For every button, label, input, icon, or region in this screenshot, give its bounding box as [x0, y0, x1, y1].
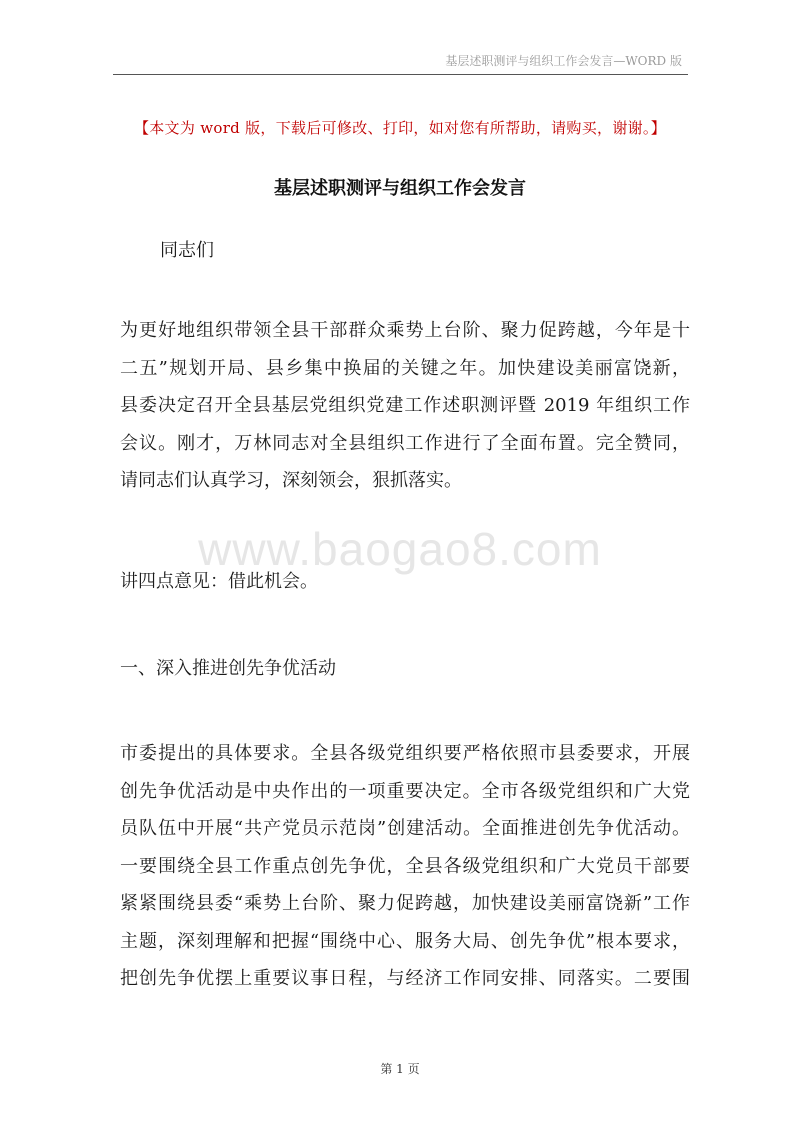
document-title: 基层述职测评与组织工作会发言 [274, 178, 526, 199]
purchase-notice: 【本文为 word 版，下载后可修改、打印，如对您有所帮助，请购买，谢谢。】 [133, 119, 667, 137]
text-line: 紧紧围绕县委“乘势上台阶、聚力促跨越，加快建设美丽富饶新”工作 [120, 893, 690, 914]
running-header: 基层述职测评与组织工作会发言—WORD 版 [445, 54, 682, 68]
text-line: 一要围绕全县工作重点创先争优，全县各级党组织和广大党员干部要 [120, 855, 690, 877]
salutation: 同志们 [160, 240, 214, 261]
text-line: 市委提出的具体要求。全县各级党组织要严格依照市县委要求，开展 [120, 743, 690, 764]
paragraph-opinions [120, 563, 690, 601]
paragraph-section-1-body [120, 735, 690, 998]
watermark: www.baogao8.com [198, 523, 602, 575]
text-line: 一、深入推进创先争优活动 [120, 658, 336, 679]
header-divider [113, 74, 688, 75]
text-line: 会议。刚才，万林同志对全县组织工作进行了全面布置。完全赞同， [120, 432, 690, 454]
paragraph-intro [120, 312, 690, 500]
text-line: 请同志们认真学习，深刻领会，狠抓落实。 [120, 470, 462, 491]
text-line: 县委决定召开全县基层党组织党建工作述职测评暨 2019 年组织工作 [120, 395, 690, 416]
text-line: 员队伍中开展“共产党员示范岗”创建活动。全面推进创先争优活动。 [120, 818, 690, 839]
page-number: 第 1 页 [380, 1062, 420, 1076]
text-line: 为更好地组织带领全县干部群众乘势上台阶、聚力促跨越，今年是十 [120, 320, 690, 341]
section-heading-1 [120, 650, 690, 688]
text-line: 创先争优活动是中央作出的一项重要决定。全市各级党组织和广大党 [120, 780, 690, 802]
text-line: 二五”规划开局、县乡集中换届的关键之年。加快建设美丽富饶新， [120, 357, 690, 379]
text-line: 讲四点意见：借此机会。 [120, 571, 318, 592]
text-line: 把创先争优摆上重要议事日程，与经济工作同安排、同落实。二要围 [120, 968, 690, 989]
text-line: 主题，深刻理解和把握“围绕中心、服务大局、创先争优”根本要求， [120, 930, 690, 952]
